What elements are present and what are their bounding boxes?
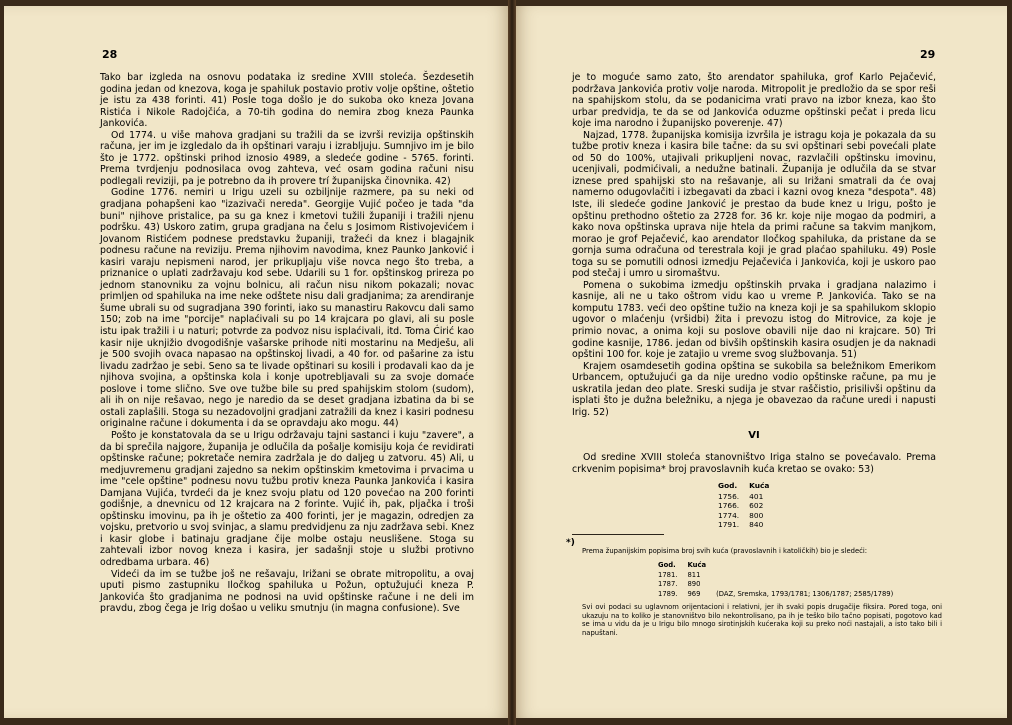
footnote-note: Svi ovi podaci su uglavnom orijentacioni i relativni, jer ih svaki popis drugačije fiksira. Pored toga, oni ukazuju na to koliko je stanovništvo bilo nekontrolisano, pa ih je teško bilo tačno popisati, pogotovo kad se ima u vidu da je u Irigu bilo mnogo sirotinjskih kućeraka koji su preko noći nastajali, a isto tako bili i napuštani. (582, 603, 942, 637)
book-gutter (508, 0, 516, 725)
paragraph: Krajem osamdesetih godina opština se sukobila sa beležnikom Emerikom Urbancem, optužujući ga da nije uredno vodio opštinske račune, pa mu je uskratila jedan deo plate. Sreski sudija je stvar raščistio, prisilivši opštinu da isplati što je dužna beležniku, a njega je obavezao da račune uredi i napusti Irig. 52) (572, 360, 936, 418)
column-header: God. (658, 561, 676, 569)
paragraph: Pomena o sukobima izmedju opštinskih prvaka i gradjana nalazimo i kasnije, ali ne u tako oštrom vidu kao u vreme P. Jankovića. Tako se na komputu 1783. veći deo opštine tužio na kneza koji je sa spahilukom sklopio ugovor o mlaćenju (vršidbi) žita i prevozu istog do Mitrovice, za koje je primio novac, a onima koji su poslove obavili nije dao ni krajcare. 50) Tri godine kasnije, 1786. jedan od bivših opštinskih kasira osudjen je da naknadi opštini 100 for. koje je zatajio u vreme svog službovanja. 51) (572, 279, 936, 361)
right-page-body (572, 72, 936, 418)
section-heading: VI (748, 430, 760, 441)
paragraph: Najzad, 1778. županijska komisija izvršila je istragu koja je pokazala da su tužbe protiv kneza i kasira bile tačne: da su svi opštinari sebi povećali plate od 50 do 100%, utajivali prikupljeni novac, razvlačili opštinsku imovinu, ucenjivali, podmićivali, a nedužne batinali. Županija je odlučila da se stvar iznese pred spahijski sto na rešavanje, ali su Irižani smatrali da će ovaj namerno odugovlačiti i izbegavati da zbaci i kazni ovog kneza "despota". 48) Iste, ili sledeće godine Janković je prestao da bude knez u Irigu, pošto je opštinu prethodno oštetio za 2728 for. 36 kr. koje nije mogao da podmiri, a kako nova opštinska uprava nije htela da primi račune sa takvim manjkom, morao je grof Pejačević, kao arendator Iločkog spahiluka, da pristane da se gornja suma odračuna od terestrala koji je grad plaćao spahiluku. 49) Posle toga su se pomutili odnosi izmedju Pejačevića i Jankovića, koji je uskoro pao pod stečaj i umro u siromaštvu. (572, 129, 936, 280)
table-cell: 1766. (718, 501, 740, 511)
table-row (658, 571, 903, 580)
table-row (718, 520, 779, 529)
table-cell: 1781. (658, 571, 678, 579)
table-row (718, 501, 779, 510)
table-cell: 800 (749, 510, 764, 520)
table-row (658, 580, 903, 589)
table-cell: 1789. (658, 589, 678, 598)
paragraph: Pošto je konstatovala da se u Irigu održavaju tajni sastanci i kuju "zavere", a da bi sprečila najgore, županija je odlučila da pošalje komisiju koja će revidirati opštinske račune; pokretače nemira zadržala je do daljeg u zatvoru. 45) Ali, u medjuvremenu gradjani zajedno sa nekim opštinskim kmetovima i prvacima u ime "cele opštine" podnesu novu tužbu protiv kneza Paunka Jankovića i kasira Damjana Vujića, tvrdeći da je knez svoju platu od 120 povećao na 200 forinti godišnje, a dnevnicu od 12 krajcara na 2 forinte. Vujić ih, pak, pljačka i troši opštinsku imovinu, pa ih je oštetio za 400 forinti, jer je magazin, odredjen za vojsku, pretvorio u svoj svinjac, a slamu predvidjenu za nju zadržava sebi. Knez i kasir globe i batinaju gradjane čije molbe ostaju neuslišene. Stoga su zahtevali izbor novog kneza i kasira, jer sadašnji stoje u službi protivno odredbama urbara. 46) (100, 429, 474, 568)
column-header: God. (718, 481, 738, 490)
paragraph: je to moguće samo zato, što arendator spahiluka, grof Karlo Pejačević, podržava Jankovića protiv volje naroda. Mitropolit je predložio da se spor reši na spahijskom stolu, da se podanicima vrati pravo na izbor kneza, kao što urbar predvidja, te da se od Jankovića oduzme opštinski pečat i preda licu koje ima narodno i županijsko poverenje. 47) (572, 72, 936, 130)
table-cell: (DAZ, Sremska, 1793/1781; 1306/1787; 2585/1789) (716, 589, 894, 598)
table-cell: 840 (749, 520, 764, 530)
column-header-empty (716, 561, 903, 571)
column-header: Kuća (749, 481, 770, 490)
footnote-intro: Prema županijskim popisima broj svih kuća (pravoslavnih i katoličkih) bio je sledeći: (582, 547, 868, 555)
paragraph: Videći da im se tužbe još ne rešavaju, Irižani se obrate mitropolitu, a ovaj uputi pismo zastupniku Iločkog spahiluka u Požun, optužujući kneza P. Jankovića što gradjanima ne podnosi na uvid opštinske račune i ne deli im pravdu, zbog čega je Irig došao u veliku smutnju (in magna confusione). Sve (100, 568, 474, 615)
table-cell: 969 (687, 589, 701, 598)
footnote-rule (572, 534, 664, 535)
table-cell (716, 580, 903, 589)
table-cell: 602 (749, 501, 764, 511)
table-cell: 1791. (718, 520, 740, 530)
footnote-marker: *) (566, 538, 575, 548)
paragraph: Od sredine XVIII stoleća stanovništvo Iriga stalno se povećavalo. Prema crkvenim popisima* broj pravoslavnih kuća kretao se ovako: 53) (572, 452, 936, 475)
table-cell: 1774. (718, 510, 740, 520)
house-count-table (718, 481, 779, 530)
table-header-row (658, 561, 903, 571)
paragraph: Tako bar izgleda na osnovu podataka iz sredine XVIII stoleća. Šezdesetih godina jedan od knezova, koga je spahiluk postavio protiv volje opštine, oštetio je istu za 438 forinti. 41) Posle toga došlo je do sukoba oko kneza Jovana Ristića i Nikole Radojčića, a 70-tih godina do nemira zbog kneza Paunka Jankovića. (100, 72, 474, 130)
table-cell: 890 (687, 580, 701, 589)
section-intro (572, 452, 936, 475)
paragraph: Od 1774. u više mahova gradjani su tražili da se izvrši revizija opštinskih računa, jer im je izgledalo da ih opštinari varaju i izrabljuju. Sumnjivo im je bilo što je 1772. opštinski prihod iznosio 4989, a sledeće godine - 5765. forinti. Prema tvrdjenju podnosilaca ovog zahteva, već osam godina računi nisu podlegali reviziji, pa je potrebno da ih provere trí županijska činovnika. 42) (100, 129, 474, 187)
table-row (718, 511, 779, 520)
table-cell: 811 (687, 571, 701, 579)
paragraph: Godine 1776. nemiri u Irigu uzeli su ozbiljnije razmere, pa su neki od gradjana pohapšeni kao "izazivači nereda". Georgije Vujić počeo je tada "da buni" njihove pristalice, pa su ga knez i kmetovi tužili županiji i tražili njenu podršku. 43) Uskoro zatim, grupa gradjana na čelu s Josimom Ristivojevićem i Jovanom Ristićem podnese predstavku županiji, tražeći da knez i blagajnik podnesu račune na reviziju. Prema njihovim navodima, knez Paunko Janković i kasiri varaju nepismeni narod, jer prikupljaju više novca nego što treba, a priznanice o uplati zadržavaju kod sebe. Udarili su 1 for. opštinskog prireza po jednom stanovniku za vojnu bolnicu, ali račun nisu nikom pokazali; novac primljen od spahiluka na ime neke odštete nisu dali gradjanima; za arendiranje šume ubrali su od sugradjana 390 forinti, iako su manastiru Rakovcu dali samo 150; zob na ime "porcije" naplaćivali su po 14 krajcara po glavi, ali su posle istu ipak tražili i u naturi; potvrde za podvoz nisu isplaćivali, itd. Toma Ćirić kao kasir nije uknjižio dvogodišnje vašarske prihode niti mostarinu na Medješu, ali je 500 svojih ovaca napasao na opštinskoj livadi, a 40 for. od pašarine za istu livadu zadržao je sebi. Seno sa te livade opštinari su kosili i prodavali kao da je njihova svojina, a opštinska kola i konje upotrebljavali su za svoje domaće poslove i tome slično. Sve ove tužbe bile su pred spahijskim stolom (sudom), ali ih on nije rešavao, nego je naredio da se deset gradjana izbatina da bi se ostali zaplašili. Stoga su nezadovoljni gradjani zatražili da knez i kasiri podnesu originalne račune i dokumenta i da se opravdaju ako mogu. 44) (100, 187, 474, 430)
table-cell: 1787. (658, 580, 678, 589)
column-header: Kuća (687, 561, 707, 569)
table-cell (716, 571, 903, 580)
table-header-row (718, 481, 779, 492)
left-page-number: 28 (102, 48, 118, 61)
table-cell: 401 (749, 492, 764, 501)
left-page-body (100, 72, 474, 615)
table-cell: 1756. (718, 492, 740, 501)
footnote-table (658, 561, 903, 599)
table-row (718, 492, 779, 501)
right-page-number: 29 (920, 48, 936, 61)
table-row (658, 590, 903, 599)
